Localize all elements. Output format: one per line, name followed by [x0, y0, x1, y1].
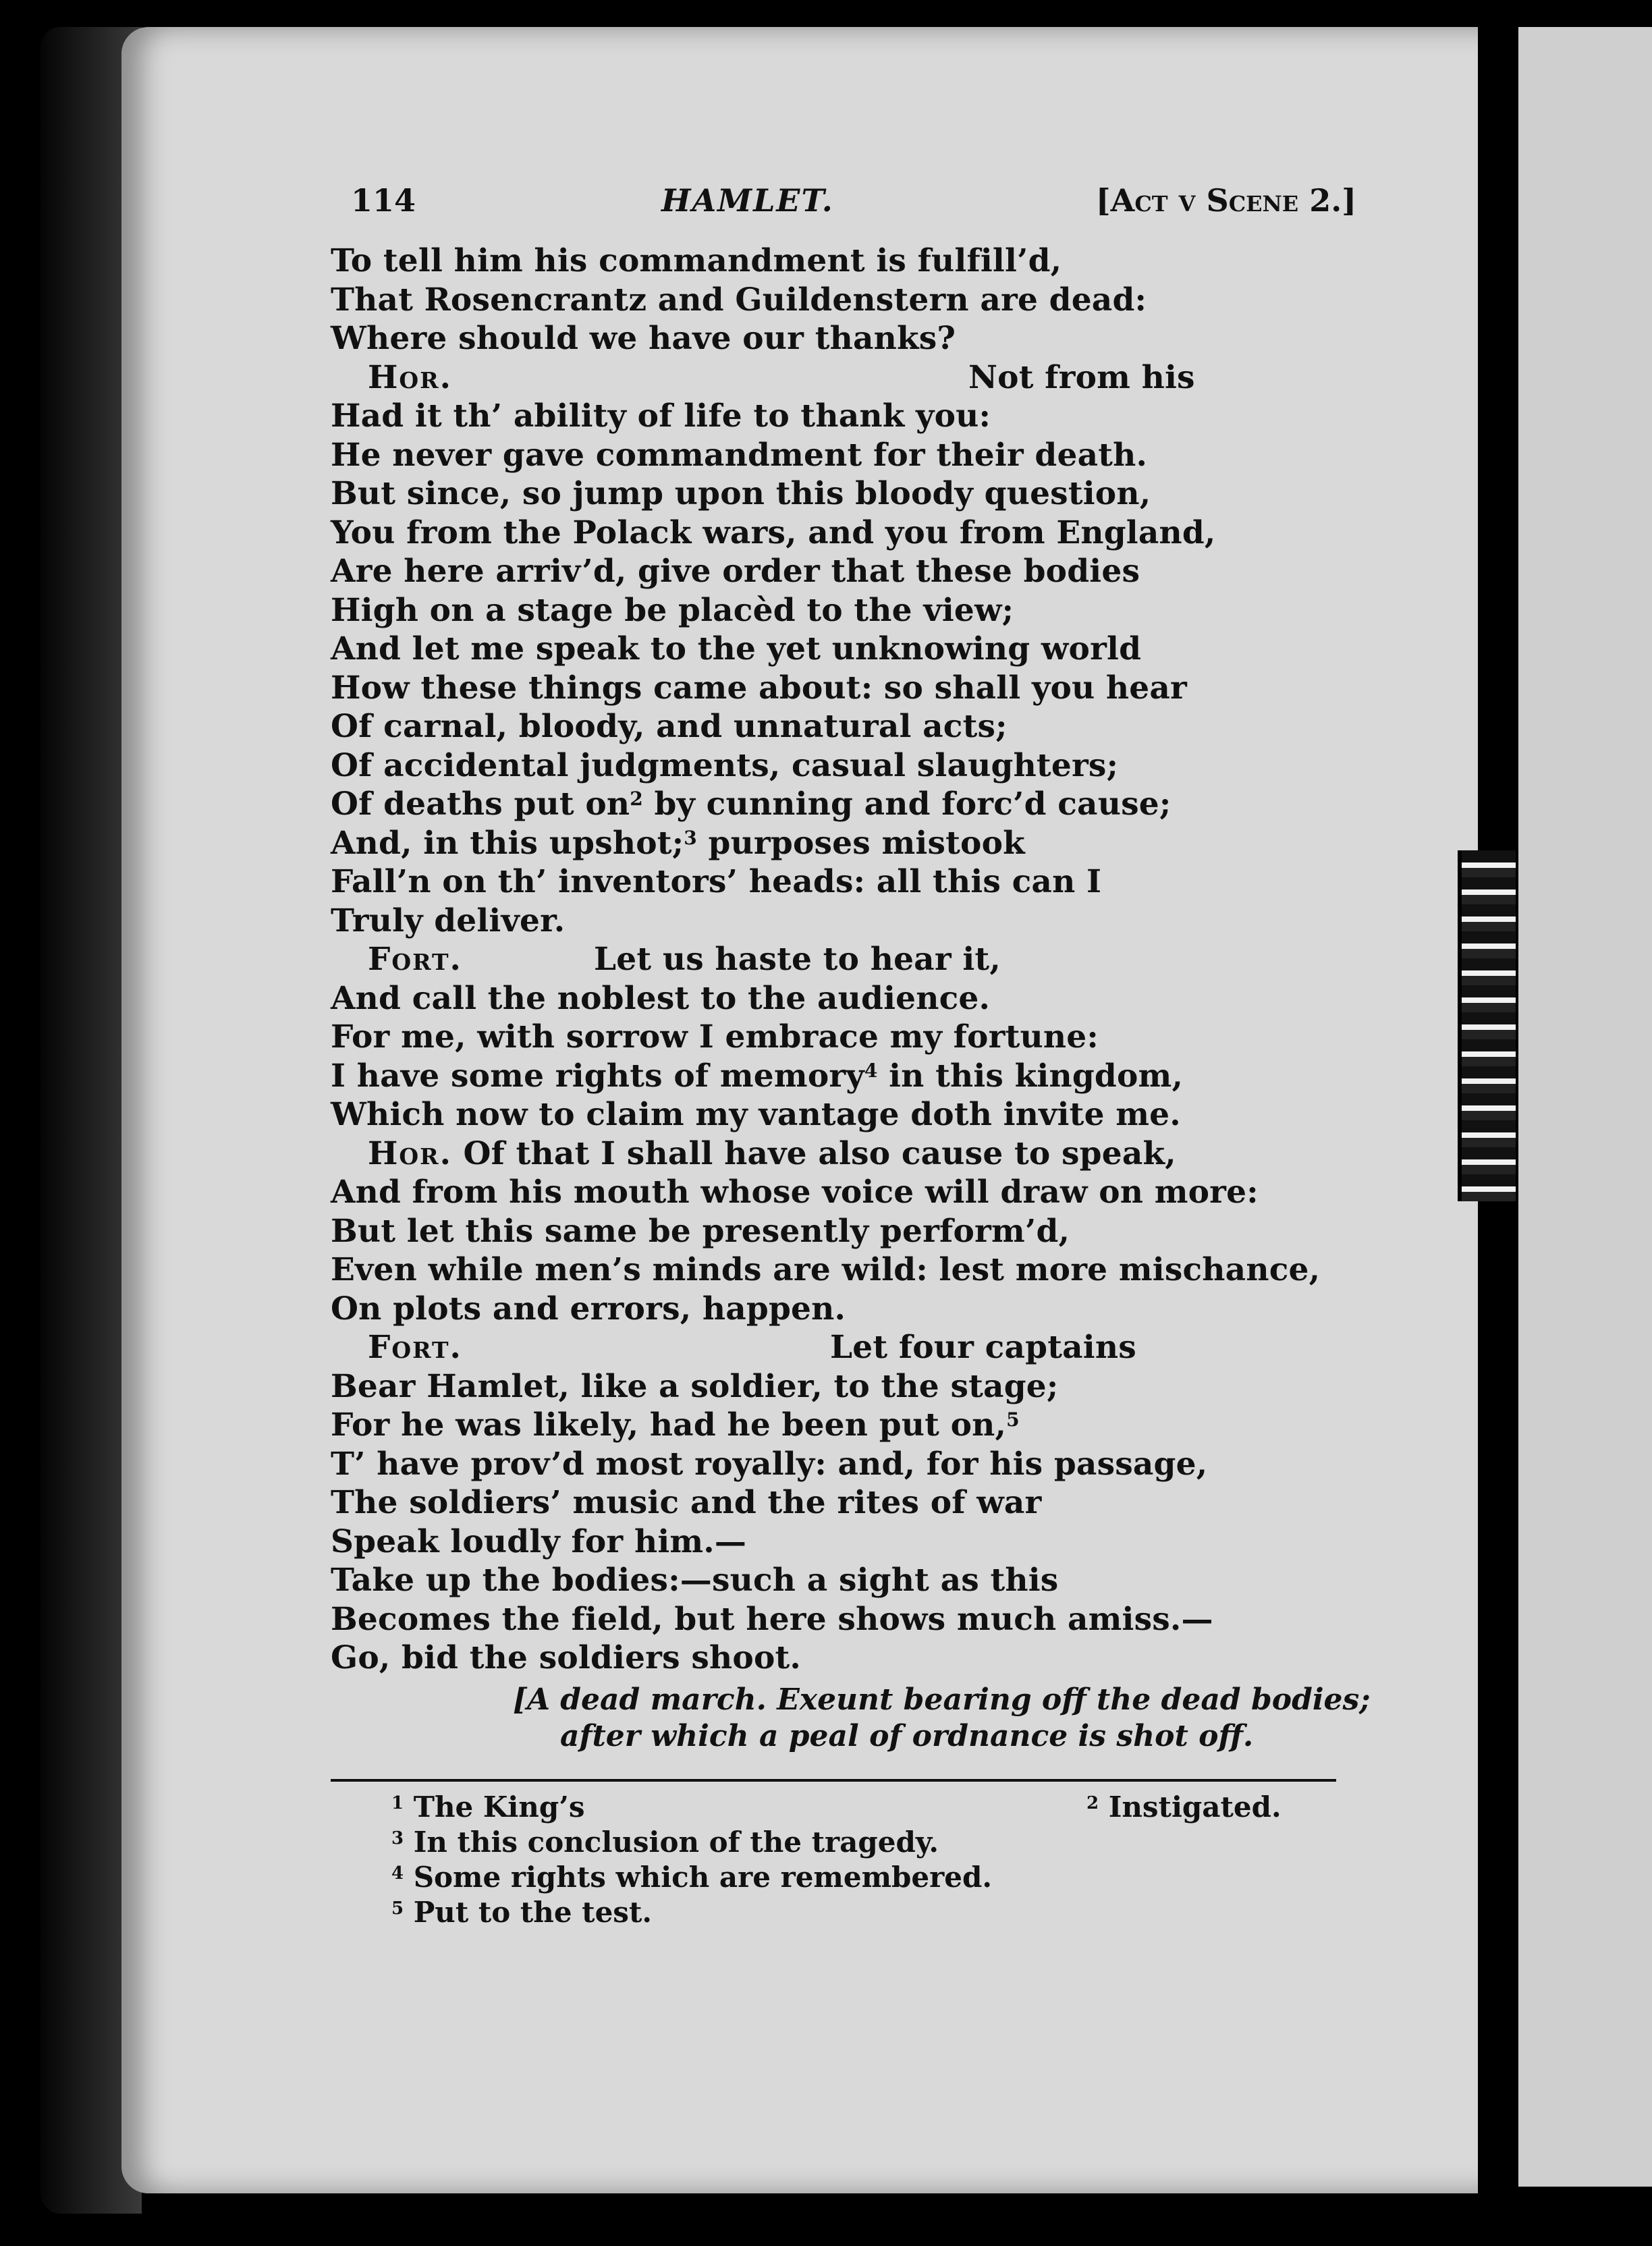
verse-line: [331, 669, 1370, 708]
verse-text: High on a stage be placèd to the view;: [331, 591, 1014, 629]
footnote-number: 4: [391, 1863, 404, 1884]
verse-text: And from his mouth whose voice will draw on more:: [331, 1174, 1259, 1211]
footnote-marker: 4: [864, 1059, 878, 1082]
verse-line: [331, 940, 1370, 979]
verse-text: And let me speak to the yet unknowing world: [331, 630, 1142, 667]
page-content: [331, 182, 1370, 1930]
verse-line: [331, 746, 1370, 786]
verse-line: [331, 591, 1370, 630]
footnote-number: 3: [391, 1828, 404, 1848]
footnote-text: In this conclusion of the tragedy.: [404, 1825, 939, 1859]
verse-line: [331, 1561, 1370, 1600]
verse-line: [331, 1290, 1370, 1329]
verse-text: Becomes the field, but here shows much amiss.—: [331, 1600, 1213, 1638]
verse-text: And call the noblest to the audience.: [331, 979, 991, 1017]
verse-line: [331, 1134, 1370, 1174]
footnote-number: 1: [391, 1792, 404, 1813]
verse-text: I have some rights of memory: [331, 1057, 864, 1095]
verse-line: [331, 281, 1370, 320]
verse-text: On plots and errors, happen.: [331, 1290, 846, 1327]
verse-text: Of deaths put on: [331, 786, 630, 823]
binding-strap: [1458, 850, 1516, 1201]
verse-text: Had it th’ ability of life to thank you:: [331, 398, 991, 435]
verse-text-right: Let four captains: [830, 1329, 1136, 1366]
verse-text: How these things came about: so shall you hear: [331, 669, 1188, 707]
footnotes: [391, 1790, 1370, 1930]
verse-line: [331, 1445, 1370, 1484]
footnote: [391, 1860, 1370, 1895]
running-head: [331, 182, 1370, 229]
verse-text: T’ have prov’d most royally: and, for his passage,: [331, 1445, 1208, 1483]
verse-line: [331, 1057, 1370, 1096]
verse-line: [331, 358, 1370, 398]
verse-text: Truly deliver.: [331, 902, 566, 939]
verse-line: [331, 1523, 1370, 1562]
verse-line: [331, 862, 1370, 902]
verse-line: [331, 824, 1370, 863]
play-title: HAMLET.: [661, 182, 834, 219]
verse-line: [331, 630, 1370, 669]
footnote-text: Put to the test.: [404, 1895, 652, 1929]
verse-text: But since, so jump upon this bloody question,: [331, 475, 1151, 512]
verse-text: Are here arriv’d, give order that these bodies: [331, 553, 1140, 590]
speaker-name: Fort.: [368, 941, 462, 978]
verse-text: That Rosencrantz and Guildenstern are dead:: [331, 281, 1147, 319]
stage-direction-line-2: after which a peal of ordnance is shot off.: [560, 1718, 1254, 1753]
verse-text: Of accidental judgments, casual slaughters;: [331, 746, 1119, 784]
verse-line: [331, 1367, 1370, 1406]
stage-direction-line-1: [A dead march. Exeunt bearing off the dead bodies;: [513, 1682, 1371, 1717]
verse-line: [331, 979, 1370, 1018]
verse-line: [331, 397, 1370, 436]
verse-line: [331, 1639, 1370, 1678]
verse-text: in this kingdom,: [877, 1057, 1184, 1095]
verse-text: He never gave commandment for their death.: [331, 436, 1148, 474]
footnote: [391, 1825, 1370, 1860]
page-number: 114: [351, 182, 416, 219]
verse-text-right: Not from his: [968, 358, 1195, 396]
verse-text: Speak loudly for him.—: [331, 1523, 747, 1560]
verse-line: [331, 1406, 1370, 1445]
verse-line: [331, 474, 1370, 514]
verse-line: [331, 436, 1370, 475]
footnote-marker: 2: [630, 788, 643, 810]
verse-line: [331, 902, 1370, 941]
footnote-text: Some rights which are remembered.: [404, 1860, 992, 1894]
facing-page-edge: [1518, 27, 1652, 2187]
verse-text: Where should we have our thanks?: [331, 320, 956, 357]
verse-line: [331, 1251, 1370, 1290]
verse-text: For he was likely, had he been put on,: [331, 1406, 1007, 1444]
footnote-rule: [331, 1779, 1336, 1782]
verse-text: Which now to claim my vantage doth invite me.: [331, 1096, 1181, 1133]
verse-text: Take up the bodies:—such a sight as this: [331, 1562, 1059, 1599]
verse-line: [331, 1483, 1370, 1523]
verse-line: [331, 1328, 1370, 1367]
verse-text: Of that I shall have also cause to speak,: [451, 1134, 1176, 1172]
footnote: [391, 1790, 1370, 1825]
verse-line: [331, 1212, 1370, 1251]
verse-text: Of carnal, bloody, and unnatural acts;: [331, 708, 1008, 745]
speaker-name: Hor.: [368, 358, 452, 396]
verse-line: [331, 1600, 1370, 1639]
verse-text-right: Let us haste to hear it,: [594, 941, 1001, 978]
verse-line: [331, 1173, 1370, 1212]
verse-line: [331, 514, 1370, 553]
verse-line: [331, 785, 1370, 824]
act-scene-label: [Act v Scene 2.]: [1095, 182, 1356, 219]
verse-line: [331, 552, 1370, 591]
verse-text: And, in this upshot;: [331, 824, 684, 862]
verse-text: purposes mistook: [696, 824, 1025, 862]
footnote-marker: 3: [684, 826, 697, 849]
verse-text: You from the Polack wars, and you from England,: [331, 514, 1216, 551]
verse-text: Bear Hamlet, like a soldier, to the stage;: [331, 1367, 1059, 1405]
verse-text: To tell him his commandment is fulfill’d,: [331, 242, 1062, 279]
footnote-text: The King’s: [404, 1790, 585, 1824]
verse-line: [331, 1095, 1370, 1134]
verse-line: [331, 242, 1370, 281]
verse-text: Fall’n on th’ inventors’ heads: all this can I: [331, 863, 1102, 900]
footnote-marker: 5: [1006, 1408, 1020, 1431]
speaker-name: Hor.: [368, 1134, 452, 1172]
footnote-number: 2: [1086, 1792, 1099, 1813]
verse-line: [331, 319, 1370, 358]
verse-text: Go, bid the soldiers shoot.: [331, 1639, 801, 1676]
speaker-name: Fort.: [368, 1329, 462, 1366]
footnote-number: 5: [391, 1898, 404, 1919]
verse-block: [331, 242, 1370, 1678]
verse-text: Even while men’s minds are wild: lest more mischance,: [331, 1251, 1321, 1288]
verse-line: [331, 1018, 1370, 1057]
footnote-text: Instigated.: [1099, 1790, 1282, 1824]
verse-text: But let this same be presently perform’d,: [331, 1212, 1070, 1250]
verse-line: [331, 707, 1370, 746]
footnote: [391, 1895, 1370, 1930]
footnote-second: [1086, 1790, 1282, 1825]
verse-text: by cunning and forc’d cause;: [642, 786, 1172, 823]
verse-text: For me, with sorrow I embrace my fortune:: [331, 1018, 1099, 1056]
verse-text: The soldiers’ music and the rites of war: [331, 1484, 1042, 1521]
